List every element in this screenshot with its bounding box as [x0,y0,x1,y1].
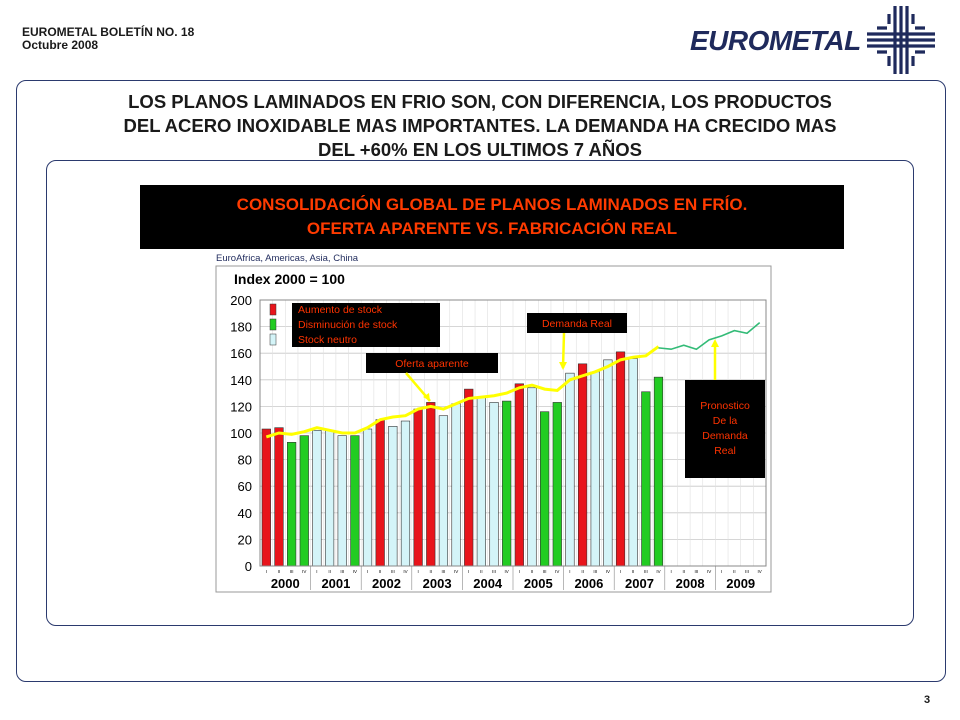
bulletin-title: EUROMETAL BOLETÍN NO. 18 [22,25,195,39]
bar [439,416,448,566]
quarter-label: IV [504,569,509,574]
chart-banner-line-1: CONSOLIDACIÓN GLOBAL DE PLANOS LAMINADOS EN FRÍO. [236,195,748,214]
quarter-label: III [340,569,345,574]
bar [540,412,549,566]
bar [528,388,537,566]
bulletin-date: Octubre 2008 [22,38,99,52]
quarter-label: I [316,569,318,574]
quarter-label: I [518,569,520,574]
y-tick-label: 20 [237,532,252,548]
year-label: 2005 [523,576,553,591]
legend-swatch [270,334,276,345]
bar [389,426,398,566]
y-tick-label: 200 [230,293,252,308]
bar [616,352,625,566]
quarter-label: IV [706,569,712,574]
bar [351,436,360,566]
bar [464,389,473,566]
bar [642,392,651,566]
y-tick-label: 80 [237,452,252,468]
year-label: 2003 [422,576,452,591]
quarter-label: III [390,569,395,574]
bar [262,429,271,566]
bar [401,421,410,566]
bar-chart [214,250,774,594]
quarter-label: IV [605,569,611,574]
quarter-label: I [366,569,369,574]
quarter-label: I [468,569,470,574]
y-tick-label: 0 [244,559,252,574]
year-label: 2008 [675,576,705,591]
oferta-label: Oferta aparente [395,358,469,370]
quarter-label: I [619,569,622,574]
pronostico-label: Demanda [702,430,748,442]
quarter-label: II [631,569,635,574]
bar [376,420,385,566]
legend [270,303,440,347]
year-label: 2000 [270,576,300,591]
bar [452,404,461,566]
bar [591,372,600,566]
quarter-label: III [643,569,648,574]
quarter-label: II [328,569,331,574]
legend-swatch [270,304,276,315]
page-number: 3 [924,694,931,706]
bar [300,436,309,566]
chart-banner-line-2: OFERTA APARENTE VS. FABRICACIÓN REAL [306,219,678,238]
quarter-label: I [265,569,267,574]
y-tick-label: 100 [230,426,252,441]
pronostico-label: Real [714,445,736,457]
bar [654,377,663,566]
bar [313,430,322,566]
quarter-label: III [593,569,598,574]
quarter-label: III [441,569,446,574]
logo-emblem-icon [867,6,935,74]
y-tick-label: 180 [230,319,252,335]
quarter-label: III [542,569,547,574]
quarter-label: III [289,569,294,574]
quarter-label: II [480,569,483,574]
quarter-label: IV [656,569,661,574]
bar [604,360,613,566]
bar [338,436,347,566]
chart-banner [140,185,844,249]
bar [490,402,499,566]
quarter-label: IV [302,569,307,574]
eurometal-logo [690,6,940,74]
y-tick-label: 40 [237,505,252,521]
bar [325,430,334,566]
quarter-label: II [581,569,584,574]
bar [426,402,435,566]
quarter-label: II [733,569,736,574]
bar [287,442,296,566]
quarter-label: IV [403,569,408,574]
quarter-label: IV [352,569,358,574]
bar [515,384,524,566]
quarter-label: III [492,569,496,574]
legend-label: Stock neutro [298,334,357,346]
year-label: 2004 [473,576,503,591]
quarter-label: IV [453,569,459,574]
bar [275,428,284,566]
bar [566,373,575,566]
year-label: 2007 [625,576,654,591]
quarter-label: III [745,569,749,574]
logo-text: EUROMETAL [690,25,861,56]
chart-title: Index 2000 = 100 [234,271,345,287]
quarter-label: II [682,569,686,574]
quarter-label: IV [555,569,560,574]
y-tick-label: 60 [237,479,252,495]
year-label: 2001 [321,576,351,591]
y-tick-label: 160 [230,346,252,362]
y-tick-label: 120 [230,399,252,415]
slide-title-line-2: DEL ACERO INOXIDABLE MAS IMPORTANTES. LA DEMANDA HA CRECIDO MAS [123,115,837,136]
legend-label: Aumento de stock [298,304,383,316]
bar [553,402,562,566]
quarter-label: I [721,569,723,574]
bar [414,409,423,566]
quarter-label: II [277,569,281,574]
bulletin-header [22,26,194,52]
year-label: 2009 [726,576,756,591]
slide-title [40,90,920,162]
quarter-label: II [429,569,433,574]
quarter-label: IV [757,569,762,574]
pronostico-label: De la [712,415,738,427]
chart-region-label: EuroAfrica, Americas, Asia, China [216,253,359,264]
pronostico-label-box [685,380,765,478]
bar [477,397,486,566]
y-tick-label: 140 [230,372,252,388]
slide-title-line-3: DEL +60% EN LOS ULTIMOS 7 AÑOS [318,139,642,160]
bar [502,401,511,566]
bar [363,429,372,566]
pronostico-label: Pronostico [700,400,750,412]
slide-title-line-1: LOS PLANOS LAMINADOS EN FRIO SON, CON DIFERENCIA, LOS PRODUCTOS [128,91,832,112]
quarter-label: I [670,569,672,574]
quarter-label: II [530,569,534,574]
legend-label: Disminución de stock [298,319,398,331]
bar [578,364,587,566]
year-label: 2002 [372,576,401,591]
year-label: 2006 [574,576,604,591]
demanda-label: Demanda Real [541,318,613,330]
quarter-label: III [694,569,699,574]
bar [629,359,638,566]
legend-swatch [270,319,276,330]
quarter-label: II [378,569,382,574]
quarter-label: I [569,569,571,574]
quarter-label: I [417,569,419,574]
